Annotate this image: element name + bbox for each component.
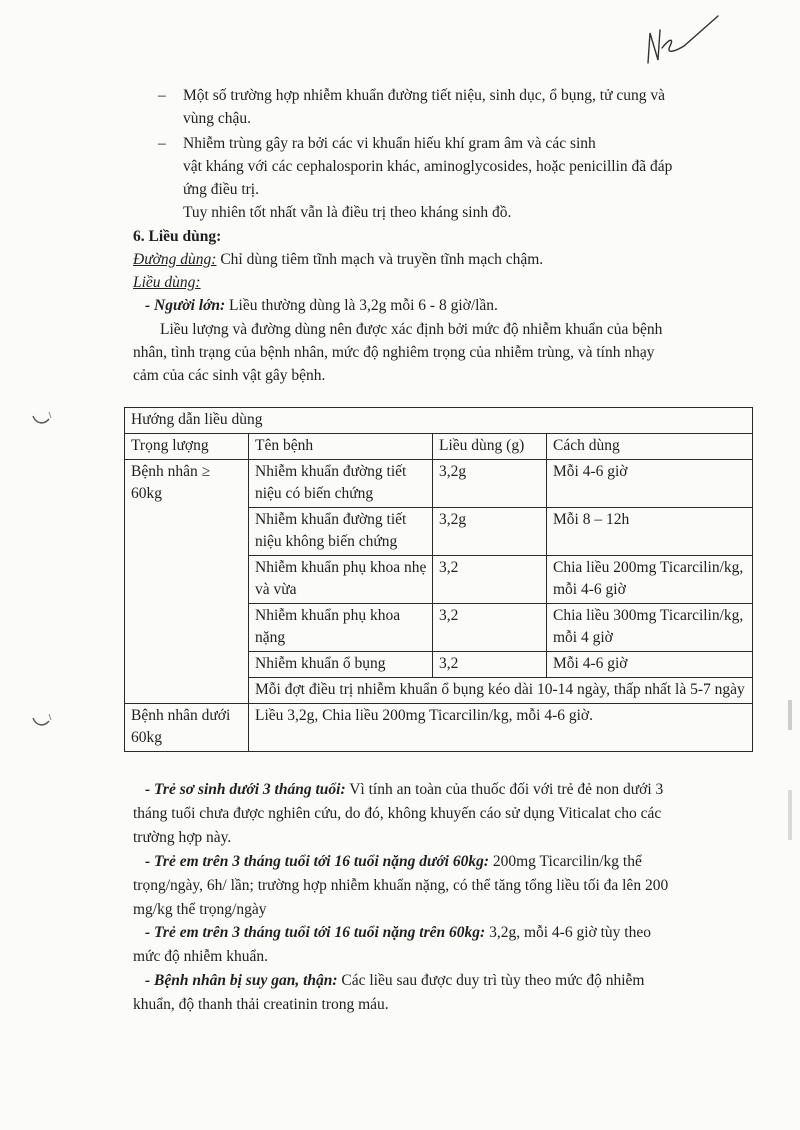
paragraph-label: - Trẻ em trên 3 tháng tuổi tới 16 tuổi nặng dưới 60kg: [145, 853, 489, 870]
disease-cell: Nhiễm khuẩn đường tiết niệu không biến chứng [249, 508, 433, 556]
header-dose: Liều dùng (g) [433, 434, 547, 460]
dose-cell: 3,2 [433, 652, 547, 678]
scan-edge-mark [788, 790, 792, 840]
paragraph-line: - Trẻ em trên 3 tháng tuổi tới 16 tuổi nặng trên 60kg: 3,2g, mỗi 4-6 giờ tùy theo [145, 924, 651, 941]
paragraph-line: mg/kg thể trọng/ngày [133, 901, 267, 918]
header-weight: Trọng lượng [125, 434, 249, 460]
disease-cell: Nhiễm khuẩn ổ bụng [249, 652, 433, 678]
dose-label: Liều dùng: [133, 274, 201, 291]
table-row [125, 460, 753, 508]
weight-cell: Bệnh nhân dưới 60kg [125, 704, 249, 752]
route-line [133, 249, 543, 271]
paragraph-line: trọng/ngày, 6h/ lần; trường hợp nhiễm khuẩn nặng, có thể tăng tổng liều tối đa lên 200 [133, 877, 669, 894]
adult-dose-line [145, 295, 498, 317]
header-disease: Tên bệnh [249, 434, 433, 460]
method-cell: Mỗi 8 – 12h [547, 508, 753, 556]
bullet-line: vật kháng với các cephalosporin khác, aminoglycosides, hoặc penicillin đã đáp [183, 158, 673, 175]
header-method: Cách dùng [547, 434, 753, 460]
adult-label: - Người lớn: [145, 297, 226, 314]
bullet-dash: – [158, 135, 166, 152]
table-row [125, 704, 753, 752]
weight-cell: Bệnh nhân ≥ 60kg [125, 460, 249, 704]
dose-cell: 3,2g [433, 460, 547, 508]
bullet-line: vùng chậu. [183, 110, 252, 127]
bullet-line: ứng điều trị. [183, 181, 259, 198]
route-text: Chỉ dùng tiêm tĩnh mạch và truyền tĩnh mạch chậm. [216, 251, 544, 268]
method-cell: Mỗi 4-6 giờ [547, 460, 753, 508]
method-cell: Chia liều 200mg Ticarcilin/kg, mỗi 4-6 giờ [547, 556, 753, 604]
paragraph-line: khuẩn, độ thanh thải creatinin trong máu. [133, 996, 389, 1013]
table-header-row [125, 434, 753, 460]
dose-cell: 3,2 [433, 556, 547, 604]
disease-cell: Nhiễm khuẩn đường tiết niệu có biến chứng [249, 460, 433, 508]
method-cell: Mỗi 4-6 giờ [547, 652, 753, 678]
bullet-line: Một số trường hợp nhiễm khuẩn đường tiết niệu, sinh dục, ổ bụng, tử cung và [183, 87, 666, 104]
paragraph-line: cảm của các sinh vật gây bệnh. [133, 367, 326, 384]
adult-text: Liều thường dùng là 3,2g mỗi 6 - 8 giờ/lần. [225, 297, 498, 314]
disease-cell: Nhiễm khuẩn phụ khoa nặng [249, 604, 433, 652]
dosage-table [124, 407, 753, 752]
signature [640, 8, 730, 83]
punch-hole-mark [30, 410, 52, 428]
disease-cell: Nhiễm khuẩn phụ khoa nhẹ và vừa [249, 556, 433, 604]
paragraph-line: tháng tuổi chưa được nghiên cứu, do đó, không khuyến cáo sử dụng Viticalat cho các [133, 805, 662, 822]
paragraph-label: - Trẻ em trên 3 tháng tuổi tới 16 tuổi nặng trên 60kg: [145, 924, 486, 941]
bullet-dash: – [158, 87, 166, 104]
group2-dose-cell: Liều 3,2g, Chia liều 200mg Ticarcilin/kg, mỗi 4-6 giờ. [249, 704, 753, 752]
paragraph-line: trường hợp này. [133, 829, 232, 846]
route-label: Đường dùng: [133, 251, 217, 268]
scan-edge-mark [788, 700, 792, 730]
dose-cell: 3,2 [433, 604, 547, 652]
paragraph-line: - Trẻ sơ sinh dưới 3 tháng tuổi: Vì tính an toàn của thuốc đối với trẻ đẻ non dưới 3 [145, 781, 664, 798]
paragraph-line: - Trẻ em trên 3 tháng tuổi tới 16 tuổi nặng dưới 60kg: 200mg Ticarcilin/kg thể [145, 853, 642, 870]
paragraph-line: Liều lượng và đường dùng nên được xác định bởi mức độ nhiễm khuẩn của bệnh [160, 321, 663, 338]
paragraph-line: nhân, tình trạng của bệnh nhân, mức độ nghiêm trọng của nhiễm trùng, và tính nhạy [133, 344, 655, 361]
group-note-cell: Mỗi đợt điều trị nhiễm khuẩn ổ bụng kéo dài 10-14 ngày, thấp nhất là 5-7 ngày [249, 678, 753, 704]
table-title: Hướng dẫn liều dùng [125, 408, 753, 434]
method-cell: Chia liều 300mg Ticarcilin/kg, mỗi 4 giờ [547, 604, 753, 652]
section-heading: 6. Liều dùng: [133, 228, 222, 245]
table-title-row [125, 408, 753, 434]
dose-cell: 3,2g [433, 508, 547, 556]
paragraph-line: mức độ nhiễm khuẩn. [133, 948, 268, 965]
paragraph-label: - Bệnh nhân bị suy gan, thận: [145, 972, 338, 989]
punch-hole-mark [30, 712, 52, 730]
bullet-note: Tuy nhiên tốt nhất vẫn là điều trị theo kháng sinh đồ. [183, 204, 512, 221]
bullet-line: Nhiễm trùng gây ra bởi các vi khuẩn hiếu khí gram âm và các sinh [183, 135, 596, 152]
paragraph-label: - Trẻ sơ sinh dưới 3 tháng tuổi: [145, 781, 346, 798]
paragraph-line: - Bệnh nhân bị suy gan, thận: Các liều sau được duy trì tùy theo mức độ nhiễm [145, 972, 645, 989]
